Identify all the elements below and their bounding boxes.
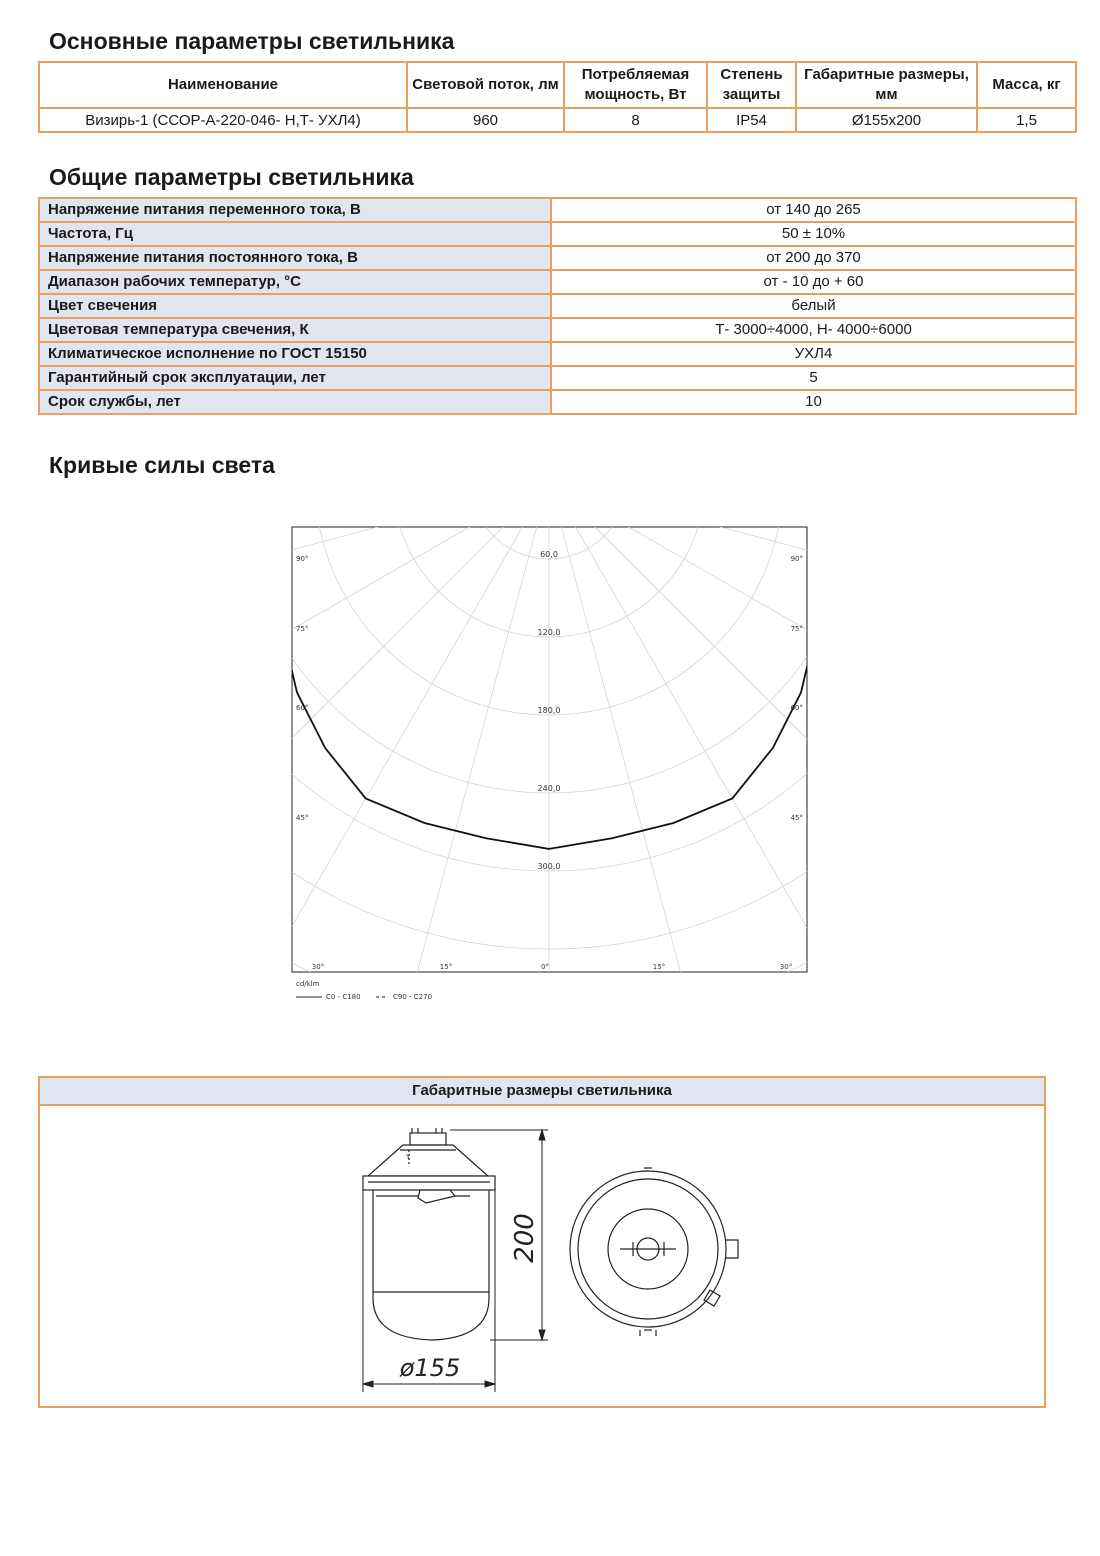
table-row: [39, 366, 1076, 390]
radial-tick-label: 300,0: [537, 862, 561, 871]
legend-item-c90: C90 - C270: [393, 993, 433, 1001]
angle-label-bottom: 30°: [311, 963, 325, 971]
param-label: Срок службы, лет: [39, 390, 551, 414]
table-row: [39, 390, 1076, 414]
chart-frame: [292, 527, 807, 972]
param-value: от 140 до 265: [551, 198, 1076, 222]
main-params-table: [38, 61, 1077, 133]
angle-label-left: 45°: [296, 814, 309, 822]
table-cell: Визирь-1 (ССОР-А-220-046- Н,Т- УХЛ4): [39, 108, 407, 132]
height-label: 200: [510, 1213, 540, 1263]
dimensions-title: Габаритные размеры светильника: [40, 1078, 1044, 1106]
table-cell: Ø155x200: [796, 108, 977, 132]
param-value: 50 ± 10%: [551, 222, 1076, 246]
table-cell: IP54: [707, 108, 796, 132]
angle-label-right: 60°: [790, 704, 803, 712]
param-value: 5: [551, 366, 1076, 390]
dimension-drawing: [355, 1120, 755, 1395]
param-value: белый: [551, 294, 1076, 318]
header-cell: Световой поток, лм: [407, 62, 564, 108]
param-value: 10: [551, 390, 1076, 414]
unit-label: cd/klm: [296, 980, 320, 988]
radial-tick-label: 60,0: [540, 550, 558, 559]
angle-label-left: 60°: [296, 704, 309, 712]
general-params-table: [38, 197, 1077, 415]
angle-label-right: 45°: [790, 814, 803, 822]
param-label: Цветовая температура свечения, К: [39, 318, 551, 342]
param-label: Цвет свечения: [39, 294, 551, 318]
angle-label-right: 90°: [790, 555, 803, 563]
polar-chart: [285, 520, 815, 1010]
angle-label-bottom: 15°: [439, 963, 453, 971]
general-params-title: Общие параметры светильника: [49, 164, 414, 190]
table-row: [39, 108, 1076, 132]
param-value: от - 10 до + 60: [551, 270, 1076, 294]
header-cell: Наименование: [39, 62, 407, 108]
table-cell: 8: [564, 108, 707, 132]
param-value: от 200 до 370: [551, 246, 1076, 270]
diameter-label: ø155: [399, 1354, 461, 1382]
param-label: Частота, Гц: [39, 222, 551, 246]
header-cell: Масса, кг: [977, 62, 1076, 108]
angle-label-bottom: 30°: [779, 963, 793, 971]
main-params-title: Основные параметры светильника: [49, 28, 455, 54]
table-row: [39, 294, 1076, 318]
table-header-row: [39, 62, 1076, 108]
header-cell: Потребляемая мощность, Вт: [564, 62, 707, 108]
table-row: [39, 222, 1076, 246]
angle-label-right: 75°: [790, 625, 803, 633]
angle-label-left: 90°: [296, 555, 309, 563]
radial-tick-label: 240,0: [537, 784, 561, 793]
legend-item-c0: C0 - C180: [326, 993, 361, 1001]
angle-label-left: 75°: [296, 625, 309, 633]
param-value: УХЛ4: [551, 342, 1076, 366]
param-label: Гарантийный срок эксплуатации, лет: [39, 366, 551, 390]
param-label: Климатическое исполнение по ГОСТ 15150: [39, 342, 551, 366]
table-cell: 960: [407, 108, 564, 132]
table-row: [39, 246, 1076, 270]
axis-y-mark: Y: [406, 1153, 411, 1161]
angle-label-bottom: 0°: [541, 963, 549, 971]
table-row: [39, 342, 1076, 366]
table-row: [39, 198, 1076, 222]
param-label: Напряжение питания переменного тока, В: [39, 198, 551, 222]
param-value: Т- 3000÷4000, Н- 4000÷6000: [551, 318, 1076, 342]
header-cell: Габаритные размеры, мм: [796, 62, 977, 108]
param-label: Диапазон рабочих температур, °С: [39, 270, 551, 294]
table-cell: 1,5: [977, 108, 1076, 132]
top-view: [570, 1168, 738, 1336]
curves-title: Кривые силы света: [49, 452, 275, 478]
param-label: Напряжение питания постоянного тока, В: [39, 246, 551, 270]
table-row: [39, 270, 1076, 294]
side-view: [363, 1128, 495, 1340]
header-cell: Степень защиты: [707, 62, 796, 108]
angle-label-bottom: 15°: [652, 963, 666, 971]
table-row: [39, 318, 1076, 342]
radial-tick-label: 120,0: [537, 628, 561, 637]
radial-tick-label: 180,0: [537, 706, 561, 715]
